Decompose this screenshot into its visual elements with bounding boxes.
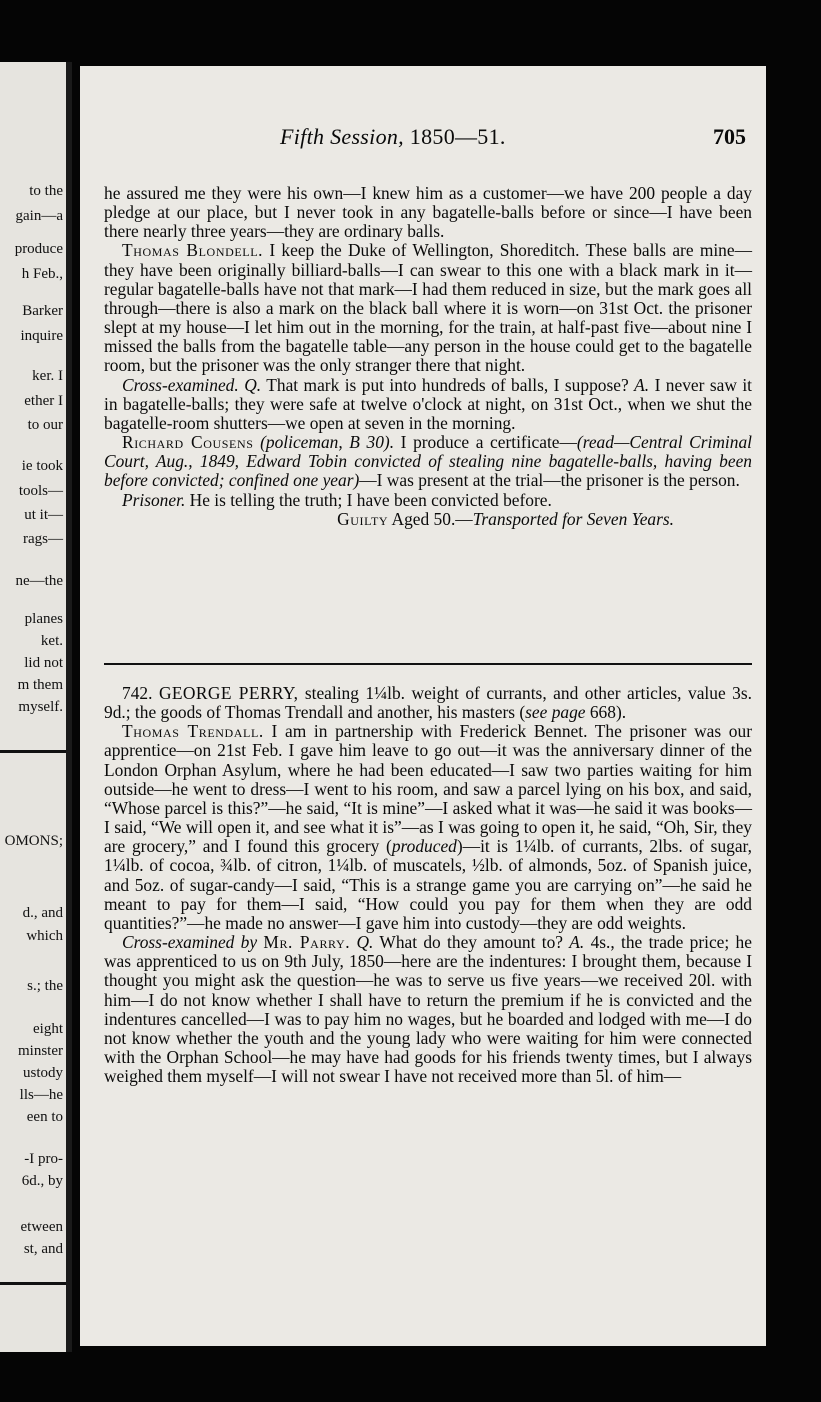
previous-page-fragment: produce [14,241,63,257]
paragraph-cousens [104,433,752,490]
previous-page-fragment: ether I [24,393,63,409]
answer: I never saw it in bagatelle-balls; they were safe at twelve o'clock at night, on 31st Oct., when we shut the bagatelle-room shutters—we open at seven in the morning. [104,374,753,433]
previous-page-fragment: to our [27,417,63,433]
paragraph-prisoner [104,491,752,510]
witness-role: (policeman, B 30). [260,432,395,453]
verdict-sentence: Transported for Seven Years. [472,508,674,529]
previous-page-fragment: st, and [23,1241,63,1257]
paragraph-cross-examination [104,933,752,1086]
case-number: 742. [122,683,153,703]
previous-page-fragment: OMONS; [4,833,63,849]
previous-page-fragment: to the [29,183,63,199]
previous-page-fragment: ne—the [15,573,63,589]
certificate-text: (read—Central Criminal Court, Aug., 1849, Edward Tobin convicted of stealing nine bagatelle-balls, having been before convicted; confined one year) [104,432,752,491]
cross-label: Cross-examined. [122,374,239,395]
question: That mark is put into hundreds of balls, I suppose? [266,374,629,395]
paragraph-trendall [104,722,752,933]
previous-page-fragment: planes [24,611,63,627]
previous-page-fragment: which [26,928,63,944]
witness-name: Thomas Trendall. [122,721,264,742]
testimony: I produce a certificate— [400,432,577,453]
previous-page-fragment: -I pro- [24,1151,63,1167]
defendant-name: GEORGE PERRY, [158,683,299,703]
case-742 [104,684,752,1086]
produced-label: produced [391,836,457,857]
previous-page-fragment: m them [17,677,63,693]
previous-page-fragment: d., and [22,905,63,921]
answer-label: A. [569,932,585,953]
testimony-end: —I was present at the trial—the prisoner is the person. [359,470,740,491]
case-741-continued [104,184,752,529]
running-title [280,124,506,150]
verdict [104,510,752,529]
previous-page-fragment: rags— [23,531,63,547]
session-years: 1850—51. [409,124,506,149]
testimony: I keep the Duke of Wellington, Shoreditch. These balls are mine—they have been originally billiard-balls—I can swear to this one with a black mark in it—regular bagatelle-balls have not that mark—I had them reduced in size, but the mark goes all through—there is also a mark on the black ball where it is worn—on 31st Oct. the prisoner slept at my house—I let him out in the morning, for the train, at half-past five—about nine I missed the balls from the bagatelle table—any person in the house could get to the bagatelle room, but the prisoner was the only stranger there that night. [104,240,752,376]
answer: 4s., the trade price; he was apprenticed to us on 9th July, 1850—here are the indentures: I brought them, because I thought you might ask the question—he was to serve us five years—we received 20l. with him—I do not know whether I shall have to return the premium if he is convicted and the indentures cancelled—I was to pay him no wages, but he boarded and lodged with me—I do not know whether the youth and the young lady who were waiting for him were connected with the Orphan School—he may have had goods for his friends twenty times, but I always weighed them myself—I will not swear I have not received more than 5l. of him— [104,932,752,1087]
previous-page-rule [0,750,66,753]
case-heading [104,684,752,722]
previous-page-fragment: minster [18,1043,63,1059]
previous-page-fragment: Barker [22,303,63,319]
charge-ref: 668). [589,702,627,723]
paragraph-cross-examination [104,376,752,433]
witness-name: Richard Cousens [122,432,254,453]
testimony-cont: )—it is 1¼lb. of currants, 2lbs. of sugar, 1¼lb. of cocoa, ¾lb. of citron, 1¼lb. of muscatels, ½lb. of almonds, 5oz. of Spanish juice, and 5oz. of sugar-candy—I said, “This is a strange game you are carrying on”—he said he meant to pay for them—I said, “How could you pay for them when they are odd quantities?”—he made no answer—I gave him into custody—they are odd weights. [104,836,753,933]
prisoner-label: Prisoner. [122,489,186,510]
previous-page-fragment: gain—a [15,208,63,224]
prisoner-statement: He is telling the truth; I have been convicted before. [189,489,552,510]
previous-page-fragment: h Feb., [21,266,63,282]
cross-label: Cross-examined by [122,932,258,953]
answer-label: A. [634,374,650,395]
previous-page-fragment: een to [26,1109,63,1125]
verdict-label: Guilty [337,508,389,529]
previous-page-fragment: s.; the [27,978,63,994]
previous-page-fragment: eight [33,1021,63,1037]
previous-page-fragment: ie took [21,458,63,474]
question: What do they amount to? [379,932,563,953]
charge: stealing 1¼lb. weight of currants, and other articles, value 3s. 9d.; the goods of Thomas Trendall and another, his masters ( [104,683,752,723]
previous-page-fragment: ker. I [32,368,63,384]
previous-page-fragment: lid not [24,655,63,671]
previous-page-fragment: inquire [20,328,63,344]
paragraph-blondell [104,241,752,375]
question-label: Q. [356,932,374,953]
see-page-label: see page [525,702,586,723]
page [80,66,766,1346]
previous-page-fragment: ket. [40,633,63,649]
previous-page-fragment: etween [20,1219,63,1235]
previous-page-fragment: ut it— [24,507,63,523]
case-divider [104,663,752,665]
previous-page-strip [0,62,72,1352]
previous-page-rule-bottom [0,1282,66,1285]
question-label: Q. [244,374,262,395]
previous-page-fragment: myself. [18,699,63,715]
witness-name: Thomas Blondell. [122,240,264,261]
previous-page-fragment: 6d., by [21,1173,63,1189]
previous-page-fragment: lls—he [19,1087,63,1103]
page-number: 705 [713,124,746,149]
previous-page-fragment: tools— [18,483,63,499]
counsel-name: Mr. Parry. [263,932,351,953]
previous-page-fragment: ustody [22,1065,63,1081]
session-title: Fifth Session, [280,124,404,149]
verdict-age: Aged 50.— [391,508,473,529]
paragraph: he assured me they were his own—I knew him as a customer—we have 200 people a day pledge at our place, but I never took in any bagatelle-balls before or since—I have been there nearly three years—they are ordinary balls. [104,183,752,242]
testimony: I am in partnership with Frederick Bennet. The prisoner was our apprentice—on 21st Feb. I gave him leave to go out—it was the anniversary dinner of the London Orphan Asylum, where he had been educated—I saw two parties waiting for him outside—he went to dress—I went to his room, and saw a parcel lying on his box, and said, “Whose parcel is this?”—he said, “It is mine”—I asked what it was—he said it was books—I said, “We will open it, and see what it is”—as I was going to open it, he said, “Oh, Sir, they are grocery,” and I found this grocery ( [104,721,752,857]
